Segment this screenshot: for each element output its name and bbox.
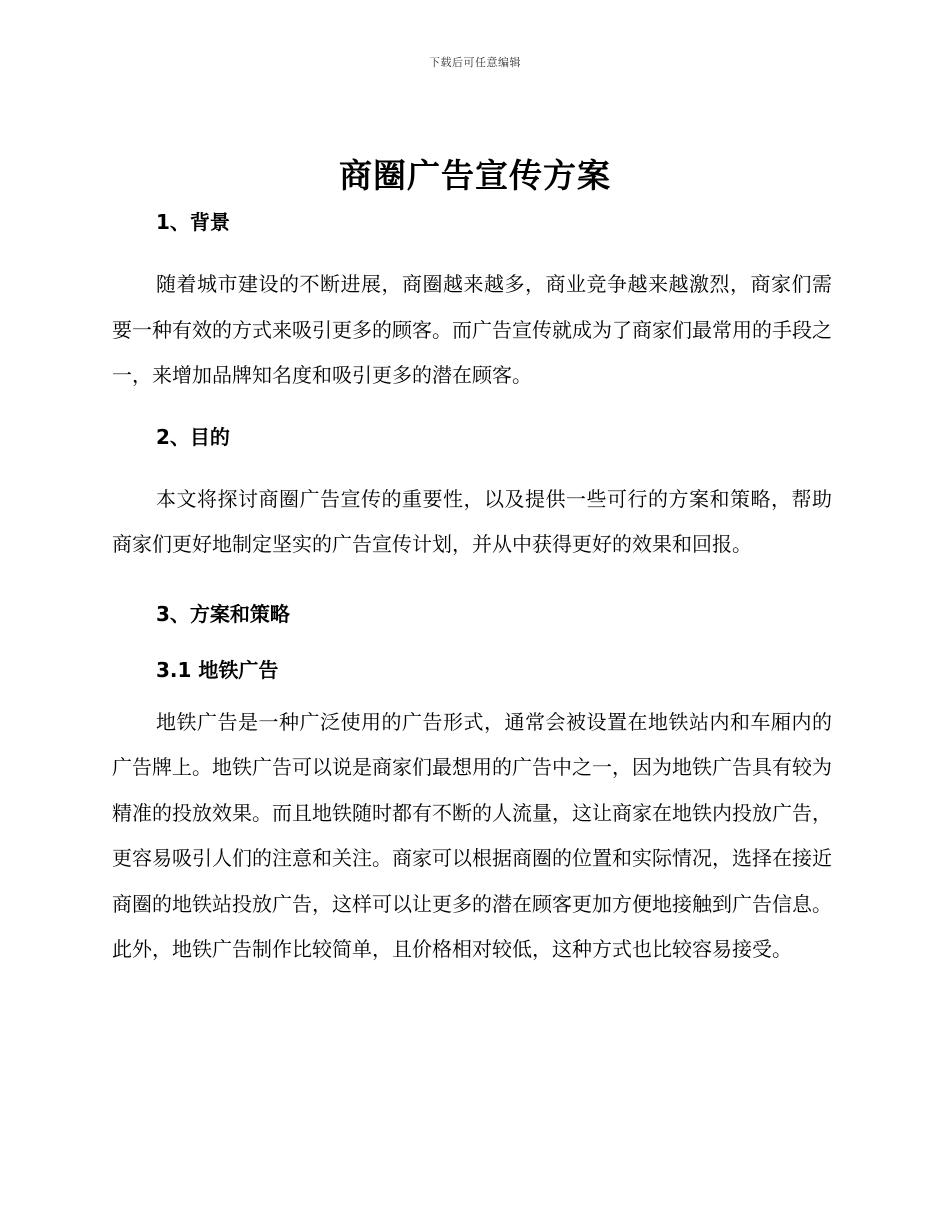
section-heading-background: 1、背景 <box>156 210 230 234</box>
header-note: 下载后可任意编辑 <box>429 56 521 69</box>
section-paragraph-subway-ads: 地铁广告是一种广泛使用的广告形式，通常会被设置在地铁站内和车厢内的广告牌上。地铁广告可以说是商家们最想用的广告中之一，因为地铁广告具有较为精准的投放效果。而且地铁随时都有不断的人流量，这让商家在地铁内投放广告，更容易吸引人们的注意和关注。商家可以根据商圈的位置和实际情况，选择在接近商圈的地铁站投放广告，这样可以让更多的潜在顾客更加方便地接触到广告信息。此外，地铁广告制作比较简单，且价格相对较低，这种方式也比较容易接受。 <box>112 709 832 961</box>
section-heading-purpose: 2、目的 <box>156 424 230 449</box>
section-heading-subway-ads: 3.1 地铁广告 <box>156 657 279 682</box>
document-title: 商圈广告宣传方案 <box>339 156 611 195</box>
document-body <box>112 204 832 973</box>
section-paragraph-background: 随着城市建设的不断进展，商圈越来越多，商业竞争越来越激烈，商家们需要一种有效的方式来吸引更多的顾客。而广告宣传就成为了商家们最常用的手段之一，来增加品牌知名度和吸引更多的潜在顾客。 <box>112 272 832 387</box>
section-heading-plans: 3、方案和策略 <box>156 601 290 626</box>
section-paragraph-purpose: 本文将探讨商圈广告宣传的重要性，以及提供一些可行的方案和策略，帮助商家们更好地制定坚实的广告宣传计划，并从中获得更好的效果和回报。 <box>112 486 832 556</box>
